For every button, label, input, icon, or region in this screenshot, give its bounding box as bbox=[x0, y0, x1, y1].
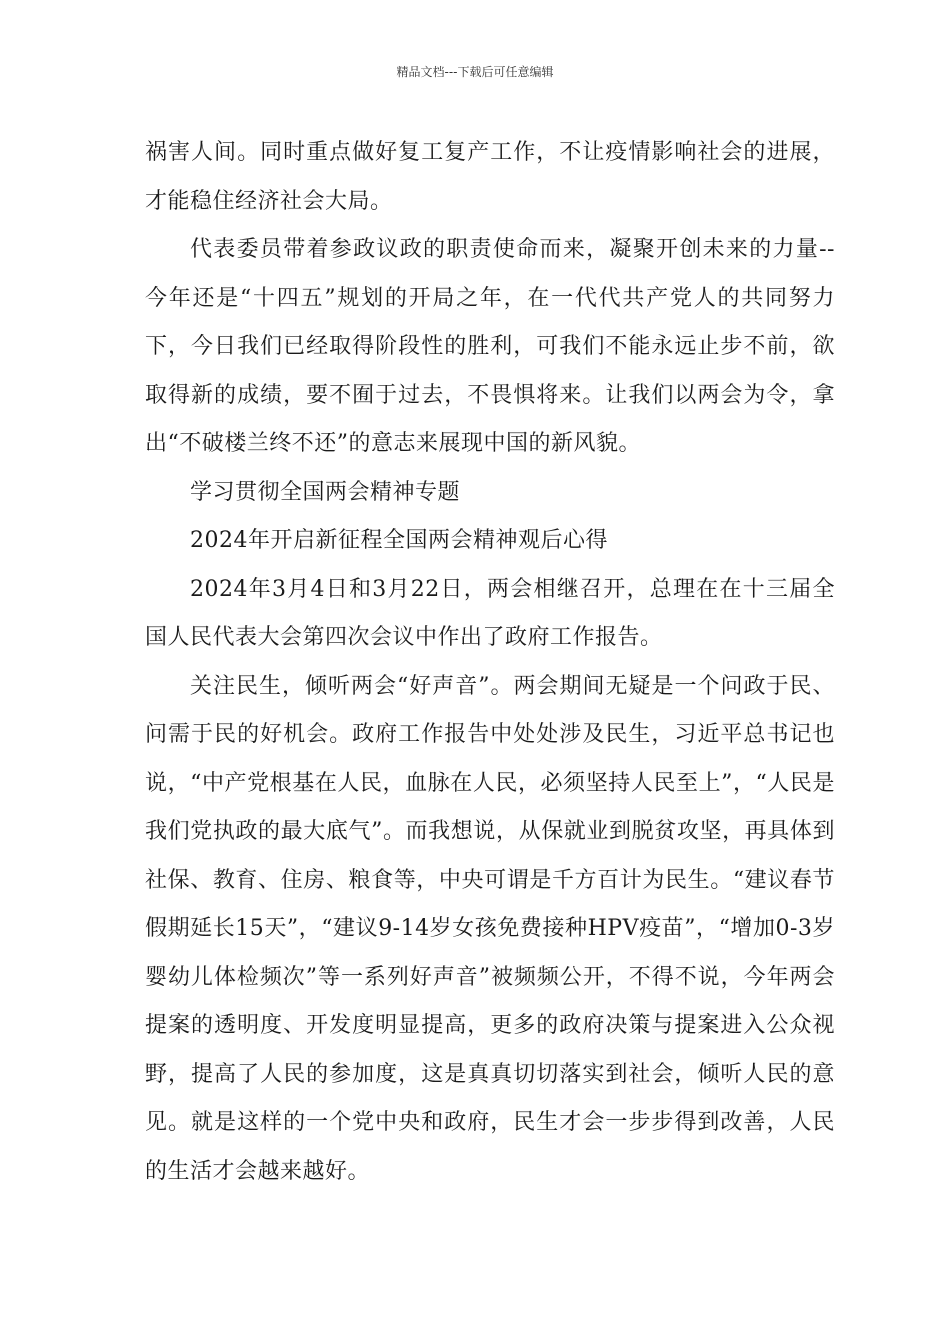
paragraph-intro: 2024年3月4日和3月22日，两会相继召开，总理在在十三届全国人民代表大会第四次会议中作出了政府工作报告。 bbox=[145, 576, 835, 650]
document-body bbox=[145, 129, 835, 1196]
paragraph-continuation: 祸害人间。同时重点做好复工复产工作，不让疫情影响社会的进展，才能稳住经济社会大局。 bbox=[145, 140, 835, 214]
paragraph-representatives: 代表委员带着参政议政的职责使命而来，凝聚开创未来的力量--今年还是“十四五”规划的开局之年，在一代代共产党人的共同努力下，今日我们已经取得阶段性的胜利，可我们不能永远止步不前，欲取得新的成绩，要不囿于过去，不畏惧将来。让我们以两会为令，拿出“不破楼兰终不还”的意志来展现中国的新风貌。 bbox=[145, 237, 835, 456]
page-header: 精品文档---下载后可任意编辑 bbox=[396, 65, 554, 79]
section-title: 学习贯彻全国两会精神专题 bbox=[190, 479, 461, 505]
paragraph-livelihood: 关注民生，倾听两会“好声音”。两会期间无疑是一个问政于民、问需于民的好机会。政府工作报告中处处涉及民生，习近平总书记也说，“中产党根基在人民，血脉在人民，必须坚持人民至上”，“人民是我们党执政的最大底气”。而我想说，从保就业到脱贫攻坚，再具体到社保、教育、住房、粮食等，中央可谓是千方百计为民生。“建议春节假期延长15天”，“建议9-14岁女孩免费接种HPV疫苗”，“增加0-3岁婴幼儿体检频次”等一系列好声音”被频频公开，不得不说，今年两会提案的透明度、开发度明显提高，更多的政府决策与提案进入公众视野，提高了人民的参加度，这是真真切切落实到社会，倾听人民的意见。就是这样的一个党中央和政府，民生才会一步步得到改善，人民的生活才会越来越好。 bbox=[145, 673, 835, 1184]
article-title: 2024年开启新征程全国两会精神观后心得 bbox=[190, 528, 608, 553]
